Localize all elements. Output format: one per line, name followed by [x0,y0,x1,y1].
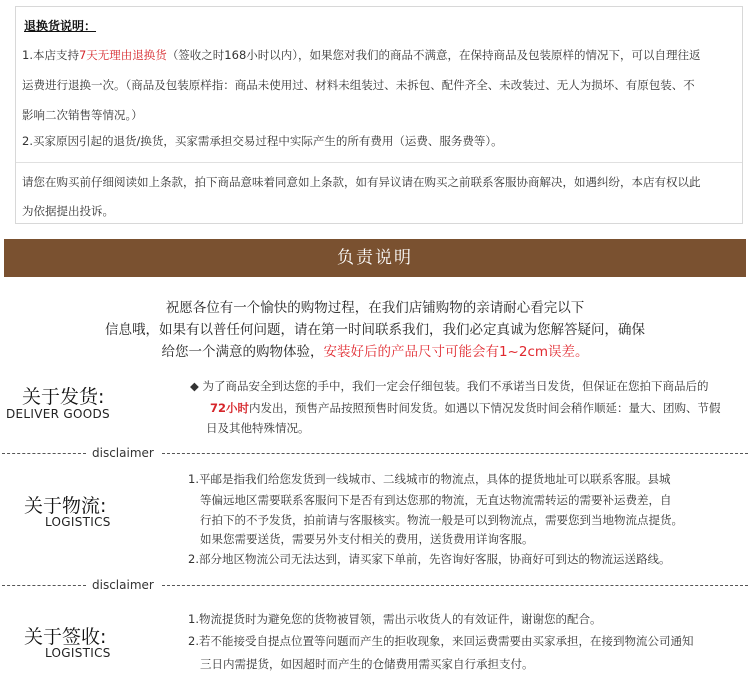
signing-line-1: 1.物流提货时为避免您的货物被冒领，需出示收货人的有效证件，谢谢您的配合。 [188,612,602,626]
delivery-line-1: ◆ 为了商品安全到达您的手中，我们一定会仔细包装。我们不承诺当日发货，但保证在您拍下商品后的 [190,379,709,393]
logistics-line-3: 行拍下的不予发货，拍前请与客服核实。物流一般是可以到物流点，需要您到当地物流点提货。 [200,513,683,527]
signing-line-2: 2.若不能接受自提点位置等问题而产生的拒收现象，来回运费需要由买家承担，在接到物流公司通知 [188,634,694,648]
disclaimer-label: disclaimer [92,578,154,592]
returns-policy-box [15,6,743,224]
returns-title: 退换货说明： [24,19,97,33]
logistics-title: 关于物流: [24,495,107,517]
logistics-line-1: 1.平邮是指我们给您发货到一线城市、二线城市的物流点，具体的提货地址可以联系客服。县城 [188,472,671,486]
returns-line-3: 影响二次销售等情况。） [22,108,143,122]
disclaimer-divider-2 [0,578,750,592]
returns-line-1: 1.本店支持7天无理由退换货（签收之时168小时以内），如果您对我们的商品不满意，在保持商品及包装原样的情况下，可以自理往返 [22,48,701,62]
delivery-line-2: 72小时内发出，预售产品按照预售时间发货。如遇以下情况发货时间会稍作顺延：量大、团购、节假 [210,401,721,415]
logistics-line-4: 如果您需要送货，需要另外支付相关的费用，送货费用详询客服。 [200,532,534,546]
intro-line-3: 给您一个满意的购物体验，安装好后的产品尺寸可能会有1~2cm误差。 [161,344,589,360]
returns-line-6: 为依据提出投诉。 [22,204,114,218]
signing-subtitle: LOGISTICS [45,646,111,660]
returns-line-2: 运费进行退换一次。（商品及包装原样指：商品未使用过、材料未组装过、未拆包、配件齐全、未改装过、无人为损坏、有原包装、不 [22,78,695,92]
returns-7day-highlight: 7天无理由退换货 [78,48,167,62]
responsibility-banner: 负责说明 [4,239,746,277]
disclaimer-divider-1 [0,446,750,460]
intro-line-2: 信息哦，如果有以普任何问题，请在第一时间联系我们，我们必定真诚为您解答疑问，确保 [105,322,645,338]
logistics-subtitle: LOGISTICS [45,515,111,529]
delivery-subtitle: DELIVER GOODS [6,407,110,421]
returns-line-4: 2.买家原因引起的退货/换货，买家需承担交易过程中实际产生的所有费用（运费、服务费等）。 [22,134,503,148]
delivery-line-3: 日及其他特殊情况。 [206,421,310,435]
72-hours-highlight: 72小时 [210,401,250,415]
logistics-line-2: 等偏远地区需要联系客服问下是否有到达您那的物流，无直达物流需转运的需要补运费差，自 [200,493,672,507]
disclaimer-label: disclaimer [92,446,154,460]
signing-title: 关于签收: [24,626,107,648]
intro-line-1: 祝愿各位有一个愉快的购物过程，在我们店铺购物的亲请耐心看完以下 [165,300,585,316]
delivery-title: 关于发货: [22,386,105,408]
signing-line-3: 三日内需提货，如因超时而产生的仓储费用需买家自行承担支付。 [200,657,534,671]
size-error-note: 安装好后的产品尺寸可能会有1~2cm误差。 [323,344,589,360]
returns-line-5: 请您在购买前仔细阅读如上条款，拍下商品意味着同意如上条款，如有异议请在购买之前联系客服协商解决，如遇纠纷，本店有权以此 [22,175,701,189]
logistics-line-5: 2.部分地区物流公司无法达到，请买家下单前，先咨询好客服，协商好可到达的物流运送路线。 [188,552,671,566]
returns-divider [16,162,742,163]
